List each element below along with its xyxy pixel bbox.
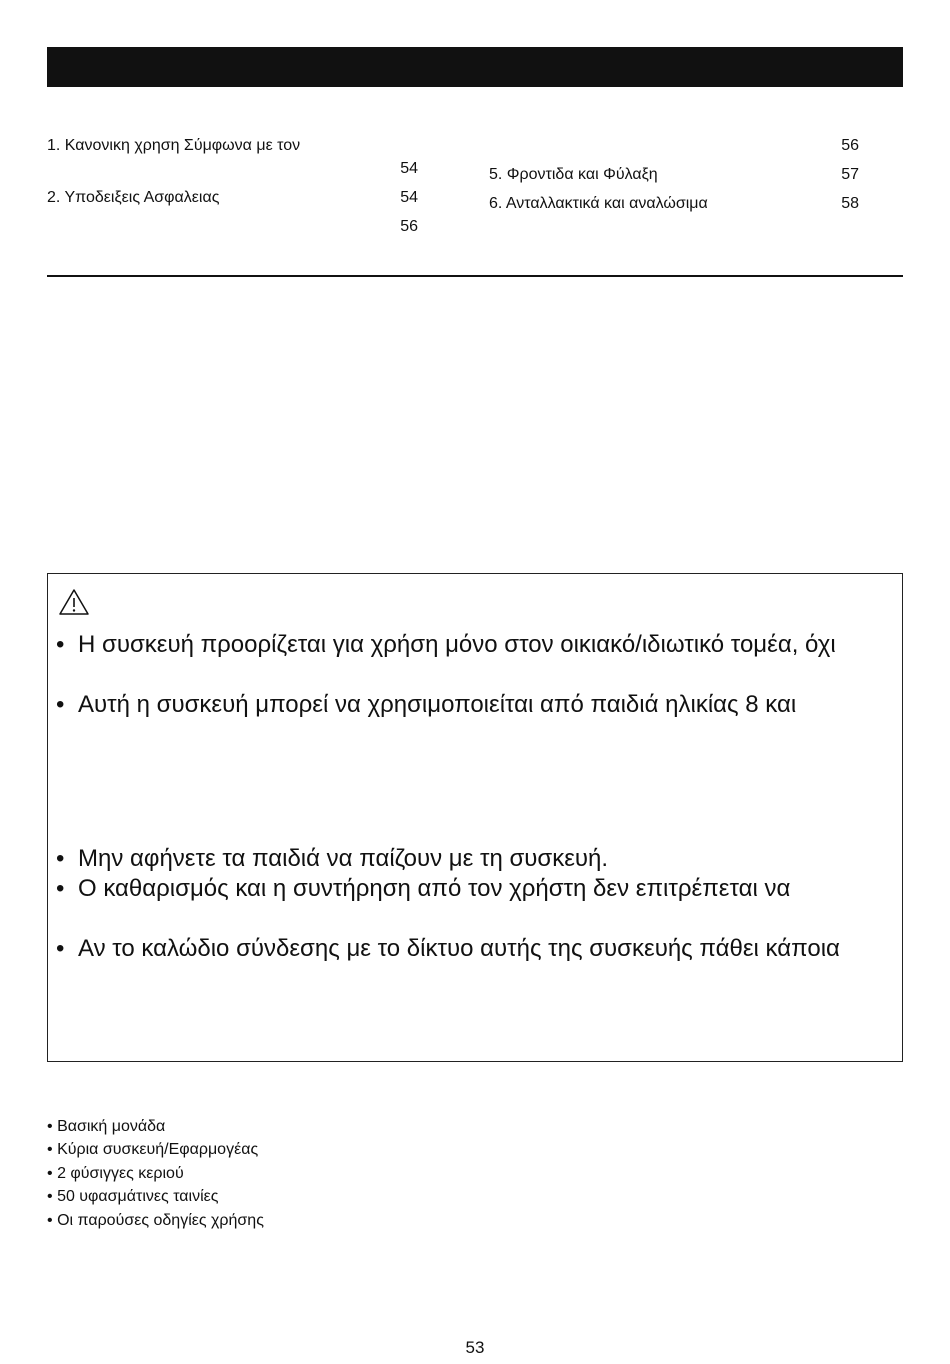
toc-item-5-label: 5. Φροντιδα και Φύλαξη bbox=[489, 166, 658, 183]
warning-bullet-5: • Αν το καλώδιο σύνδεσης με το δίκτυο αυτής της συσκευής πάθει κάποια bbox=[56, 935, 840, 962]
contents-item: • 50 υφασμάτινες ταινίες bbox=[47, 1188, 219, 1205]
toc-item-1-page: 54 bbox=[400, 160, 418, 177]
warning-bullet-3: • Μην αφήνετε τα παιδιά να παίζουν με τη συσκευή. bbox=[56, 845, 609, 872]
toc-right-top-page: 56 bbox=[841, 137, 859, 154]
contents-item: • 2 φύσιγγες κεριού bbox=[47, 1165, 184, 1182]
warning-box bbox=[47, 573, 903, 1062]
page-number: 53 bbox=[465, 1338, 485, 1357]
warning-bullet-2: • Αυτή η συσκευή μπορεί να χρησιμοποιείται από παιδιά ηλικίας 8 και bbox=[56, 691, 797, 718]
bullet-icon: • bbox=[56, 691, 65, 718]
bullet-icon: • bbox=[56, 935, 65, 962]
toc-item-6-page: 58 bbox=[841, 195, 859, 212]
warning-bullet-1: • Η συσκευή προορίζεται για χρήση μόνο στον οικιακό/ιδιωτικό τομέα, όχι bbox=[56, 631, 836, 658]
contents-item: • Βασική μονάδα bbox=[47, 1118, 166, 1135]
bullet-icon: • bbox=[56, 631, 65, 658]
toc-item-5-page: 57 bbox=[841, 166, 859, 183]
warning-triangle-icon bbox=[58, 588, 90, 616]
warning-bullet-4: • Ο καθαρισμός και η συντήρηση από τον χρήστη δεν επιτρέπεται να bbox=[56, 875, 791, 902]
toc-item-2-label: 2. Υποδειξεις Ασφαλειας bbox=[47, 189, 220, 206]
toc-item-1-label: 1. Κανονικη χρηση Σύμφωνα με τον bbox=[47, 137, 301, 154]
section-divider bbox=[47, 275, 903, 277]
header-bar bbox=[47, 47, 903, 87]
bullet-icon: • bbox=[56, 845, 65, 872]
contents-item: • Κύρια συσκευή/Εφαρμογέας bbox=[47, 1141, 259, 1158]
toc-item-2-page: 54 bbox=[400, 189, 418, 206]
contents-item: • Οι παρούσες οδηγίες χρήσης bbox=[47, 1212, 264, 1229]
toc-item-6-label: 6. Ανταλλακτικά και αναλώσιμα bbox=[489, 195, 708, 212]
bullet-icon: • bbox=[56, 875, 65, 902]
toc-extra-page: 56 bbox=[400, 218, 418, 235]
